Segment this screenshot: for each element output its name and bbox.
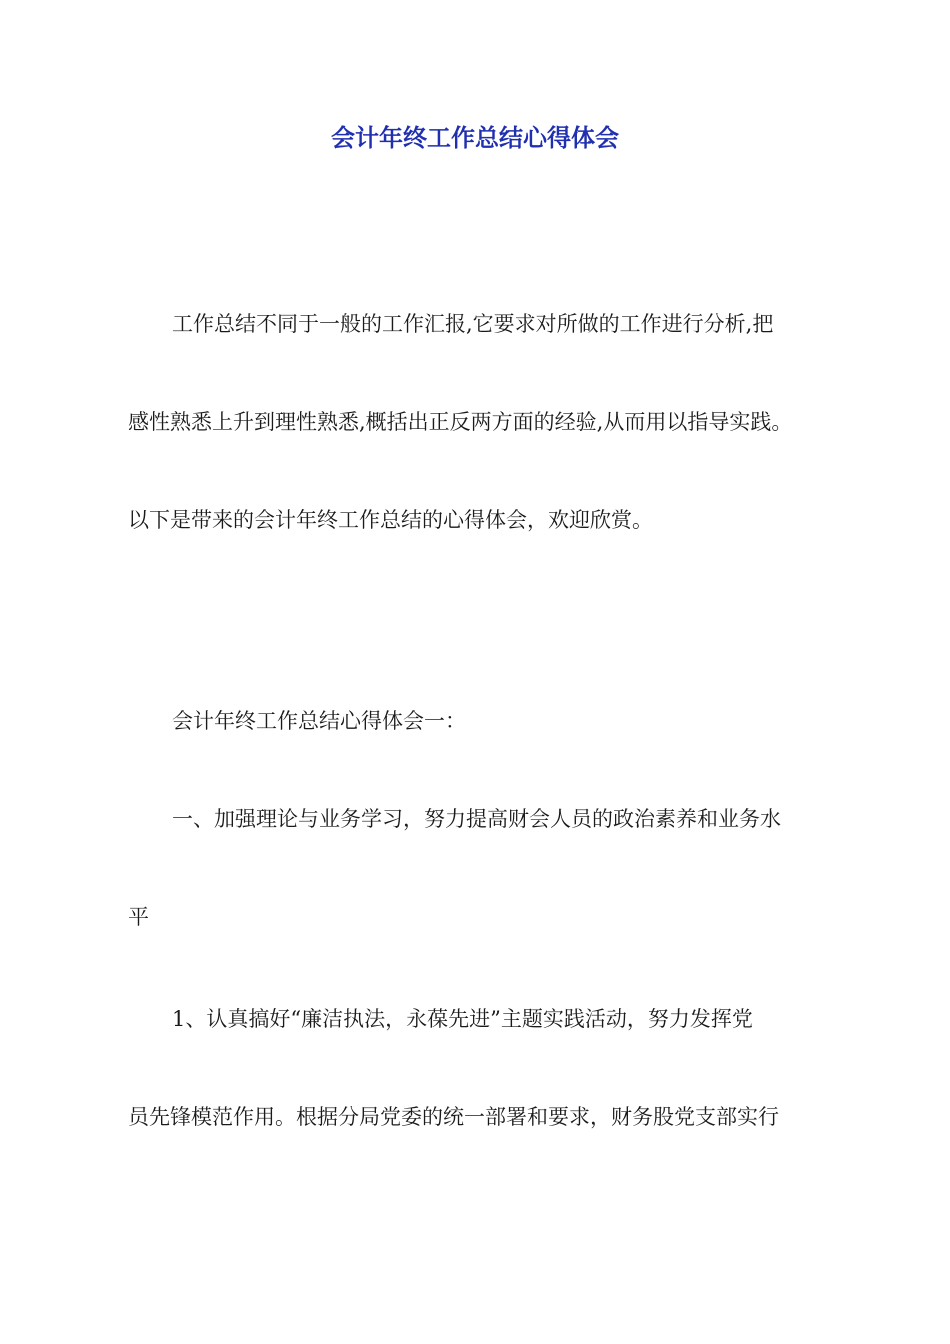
document-title: 会计年终工作总结心得体会 (331, 124, 619, 152)
paragraph-line: 一、加强理论与业务学习，努力提高财会人员的政治素养和业务水 (172, 807, 781, 831)
paragraph-line: 工作总结不同于一般的工作汇报,它要求对所做的工作进行分析,把 (172, 312, 774, 336)
paragraph-line: 1、认真搞好“廉洁执法，永葆先进”主题实践活动，努力发挥党 (172, 1007, 753, 1031)
paragraph-line: 平 (128, 905, 149, 929)
section-heading: 会计年终工作总结心得体会一： (172, 709, 466, 733)
paragraph-line: 以下是带来的会计年终工作总结的心得体会，欢迎欣赏。 (128, 508, 653, 532)
paragraph-line: 员先锋模范作用。根据分局党委的统一部署和要求，财务股党支部实行 (128, 1105, 779, 1129)
paragraph-line: 感性熟悉上升到理性熟悉,概括出正反两方面的经验,从而用以指导实践。 (128, 410, 793, 434)
